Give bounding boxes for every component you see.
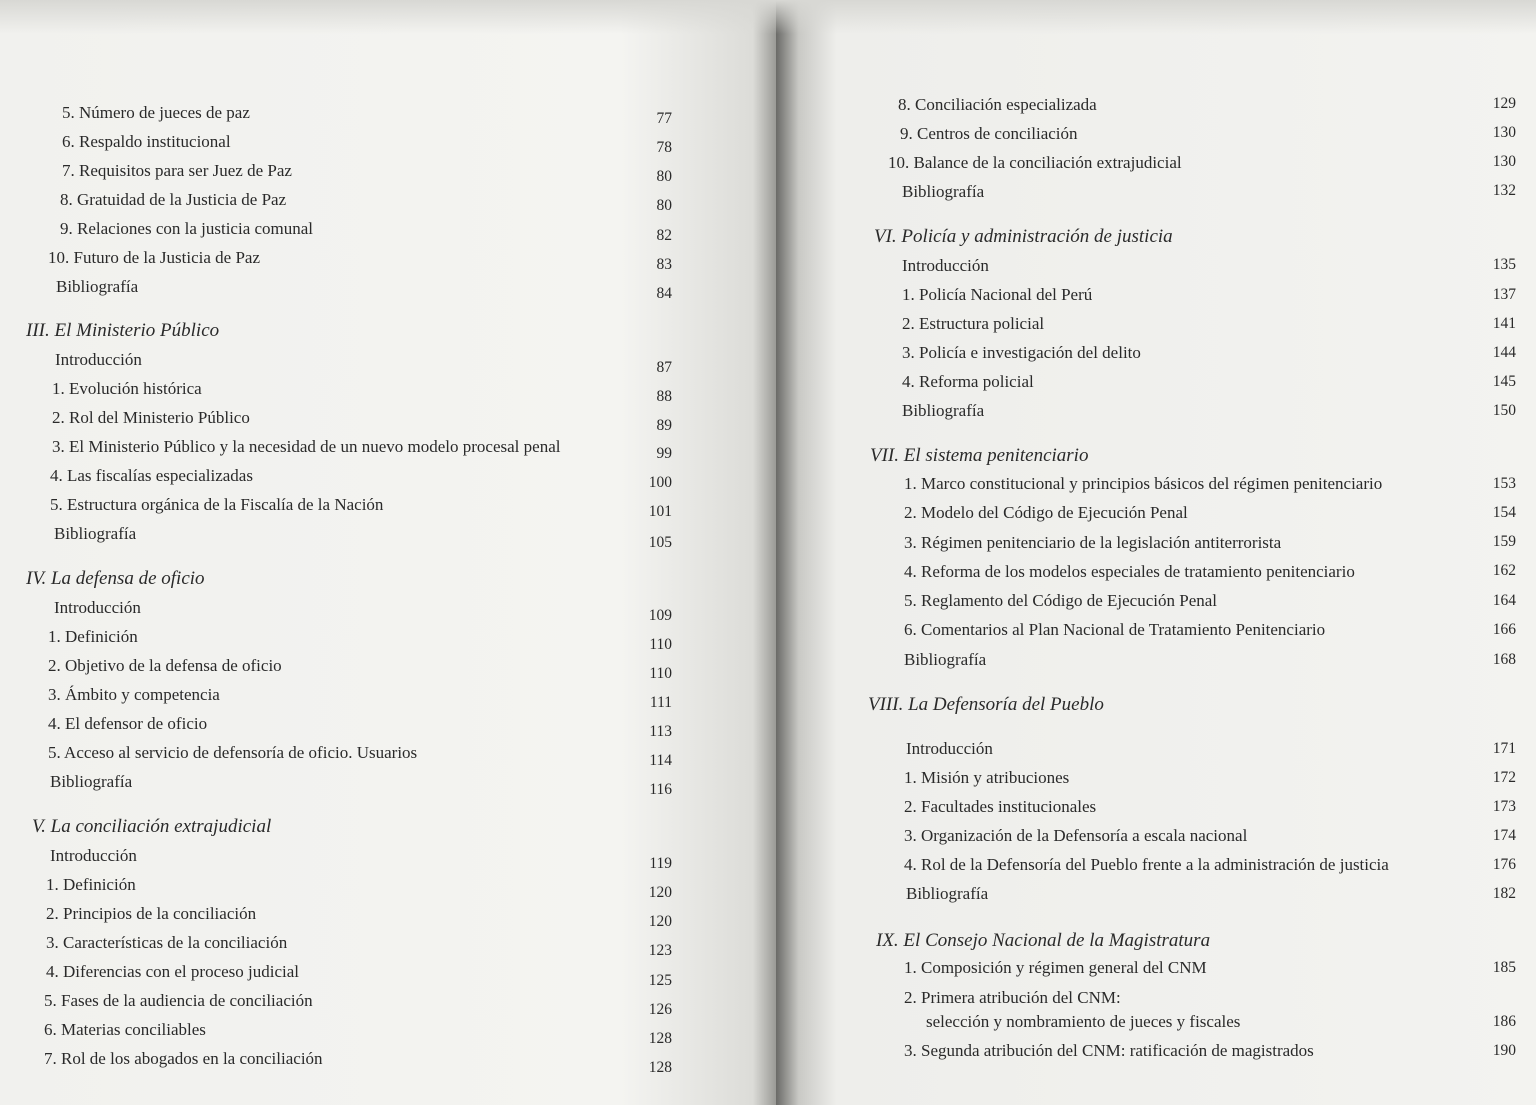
toc-entry-title: 5. Fases de la audiencia de conciliación [44,991,313,1010]
toc-entry-title: 2. Objetivo de la defensa de oficio [48,656,282,675]
toc-page-number: 119 [649,855,672,872]
toc-entry-title: 1. Definición [46,875,136,894]
toc-page-number: 87 [656,359,672,376]
toc-page-number: 130 [1492,124,1516,141]
toc-entry-title: Bibliografía [50,772,133,791]
section-heading: V. La conciliación extrajudicial [32,816,272,837]
toc-page-number: 89 [656,417,672,434]
toc-entry-title: 8. Gratuidad de la Justicia de Paz [60,190,287,209]
toc-entry-title: 3. Policía e investigación del delito [902,343,1141,362]
toc-page-number: 125 [648,972,672,989]
toc-page-number: 116 [649,781,672,798]
toc-entry-title: 1. Composición y régimen general del CNM [904,958,1207,977]
toc-page-number: 145 [1492,373,1516,390]
toc-page-number: 159 [1492,533,1516,550]
toc-page-number: 185 [1492,959,1516,976]
toc-entry-title: 7. Rol de los abogados en la conciliación [44,1049,323,1068]
toc-entry-title: 4. Reforma de los modelos especiales de tratamiento penitenciario [904,562,1355,581]
toc-page-number: 78 [656,139,672,156]
toc-entry-title: 10. Balance de la conciliación extrajudicial [888,153,1182,172]
toc-page-number: 80 [656,197,672,214]
toc-page-number: 153 [1492,475,1516,492]
toc-entry-title: 3. Segunda atribución del CNM: ratificación de magistrados [904,1041,1314,1060]
toc-entry-title: Bibliografía [56,277,139,296]
toc-entry-title: Bibliografía [902,401,985,420]
toc-entry-title: 9. Centros de conciliación [900,124,1078,143]
toc-entry-title: 5. Acceso al servicio de defensoría de oficio. Usuarios [48,743,418,762]
toc-page-number: 154 [1492,504,1516,521]
toc-page-number: 88 [656,388,672,405]
toc-page-number: 82 [656,227,672,244]
toc-entry-title: 5. Número de jueces de paz [62,103,250,122]
toc-page-number: 164 [1492,592,1516,609]
toc-page-number: 111 [649,694,672,711]
toc-entry-title: 2. Primera atribución del CNM: [904,988,1121,1007]
toc-page-number: 173 [1492,798,1516,815]
right-page [776,0,1536,1105]
toc-page-number: 114 [649,752,672,769]
toc-page-number: 130 [1492,153,1516,170]
toc-entry-title: 6. Respaldo institucional [62,132,231,151]
toc-entry-title: 2. Rol del Ministerio Público [52,408,250,427]
toc-entry-title: selección y nombramiento de jueces y fiscales [926,1012,1241,1031]
toc-entry-title: 6. Comentarios al Plan Nacional de Tratamiento Penitenciario [904,620,1326,639]
toc-page-number: 109 [648,607,672,624]
toc-page-number: 129 [1492,95,1516,112]
toc-page-number: 150 [1492,402,1516,419]
toc-entry-title: Introducción [54,598,141,617]
toc-page-number: 123 [648,942,672,959]
toc-entry-title: 4. El defensor de oficio [48,714,208,733]
toc-page-number: 132 [1492,182,1516,199]
toc-entry-title: 2. Modelo del Código de Ejecución Penal [904,503,1188,522]
toc-entry-title: Introducción [902,256,989,275]
toc-page-number: 182 [1492,885,1516,902]
toc-entry-title: 3. Organización de la Defensoría a escala nacional [904,826,1248,845]
toc-entry-title: 6. Materias conciliables [44,1020,206,1039]
toc-entry-title: Bibliografía [54,524,137,543]
toc-entry-title: 4. Las fiscalías especializadas [50,466,253,485]
toc-page-number: 105 [648,534,672,551]
toc-entry-title: Bibliografía [902,182,985,201]
toc-entry-title: 1. Evolución histórica [52,379,202,398]
toc-entry-title: 1. Misión y atribuciones [904,768,1070,787]
toc-page-number: 128 [648,1059,672,1076]
toc-page-number: 174 [1492,827,1516,844]
toc-page-number: 99 [656,445,672,462]
section-heading: VIII. La Defensoría del Pueblo [868,694,1104,715]
toc-entry-title: Introducción [50,846,137,865]
toc-page-number: 137 [1492,286,1516,303]
toc-page-number: 190 [1492,1042,1516,1059]
toc-entry-title: 8. Conciliación especializada [898,95,1097,114]
toc-page-number: 168 [1492,651,1516,668]
toc-entry-title: Introducción [55,350,142,369]
section-heading: VII. El sistema penitenciario [870,445,1089,466]
toc-page-number: 162 [1492,562,1516,579]
toc-entry-title: 2. Estructura policial [902,314,1045,333]
toc-page-number: 141 [1492,315,1516,332]
toc-entry-title: 1. Definición [48,627,138,646]
toc-page-number: 144 [1492,344,1516,361]
toc-page-number: 120 [648,913,672,930]
toc-entry-title: 3. El Ministerio Público y la necesidad de un nuevo modelo procesal penal [52,437,561,456]
toc-page-number: 120 [648,884,672,901]
toc-page-number: 110 [649,665,672,682]
toc-page-number: 80 [656,168,672,185]
section-heading: IX. El Consejo Nacional de la Magistratura [876,930,1211,951]
toc-page-number: 128 [648,1030,672,1047]
toc-entry-title: 4. Diferencias con el proceso judicial [46,962,300,981]
toc-entry-title: 3. Características de la conciliación [46,933,288,952]
toc-page-number: 113 [649,723,672,740]
section-heading: VI. Policía y administración de justicia [874,226,1173,247]
toc-page-number: 84 [656,285,672,302]
toc-page-number: 171 [1492,740,1516,757]
toc-page-number: 110 [649,636,672,653]
toc-entry-title: 7. Requisitos para ser Juez de Paz [62,161,292,180]
toc-page-number: 176 [1492,856,1516,873]
toc-entry-title: 2. Principios de la conciliación [46,904,257,923]
toc-entry-title: 4. Rol de la Defensoría del Pueblo frente a la administración de justicia [904,855,1389,874]
toc-entry-title: Bibliografía [904,650,987,669]
toc-page-number: 100 [648,474,672,491]
toc-page-number: 135 [1492,256,1516,273]
toc-entry-title: 3. Ámbito y competencia [48,685,220,704]
toc-page-number: 83 [656,256,672,273]
toc-page-number: 172 [1492,769,1516,786]
toc-entry-title: 10. Futuro de la Justicia de Paz [48,248,260,267]
toc-page-number: 166 [1492,621,1516,638]
toc-page-number: 101 [648,503,672,520]
toc-entry-title: 1. Marco constitucional y principios básicos del régimen penitenciario [904,474,1383,493]
toc-page-number: 126 [648,1001,672,1018]
section-heading: IV. La defensa de oficio [26,568,205,589]
page-top-shadow [776,0,1536,34]
toc-page-number: 186 [1492,1013,1516,1030]
toc-entry-title: 5. Estructura orgánica de la Fiscalía de la Nación [50,495,384,514]
toc-entry-title: Bibliografía [906,884,989,903]
section-heading: III. El Ministerio Público [26,320,220,341]
page-top-shadow [0,0,776,34]
toc-entry-title: 9. Relaciones con la justicia comunal [60,219,314,238]
toc-entry-title: 4. Reforma policial [902,372,1034,391]
toc-page-number: 77 [656,110,672,127]
toc-entry-title: 5. Reglamento del Código de Ejecución Penal [904,591,1218,610]
toc-entry-title: 2. Facultades institucionales [904,797,1097,816]
toc-entry-title: 1. Policía Nacional del Perú [902,285,1093,304]
toc-entry-title: Introducción [906,739,993,758]
toc-entry-title: 3. Régimen penitenciario de la legislación antiterrorista [904,533,1282,552]
